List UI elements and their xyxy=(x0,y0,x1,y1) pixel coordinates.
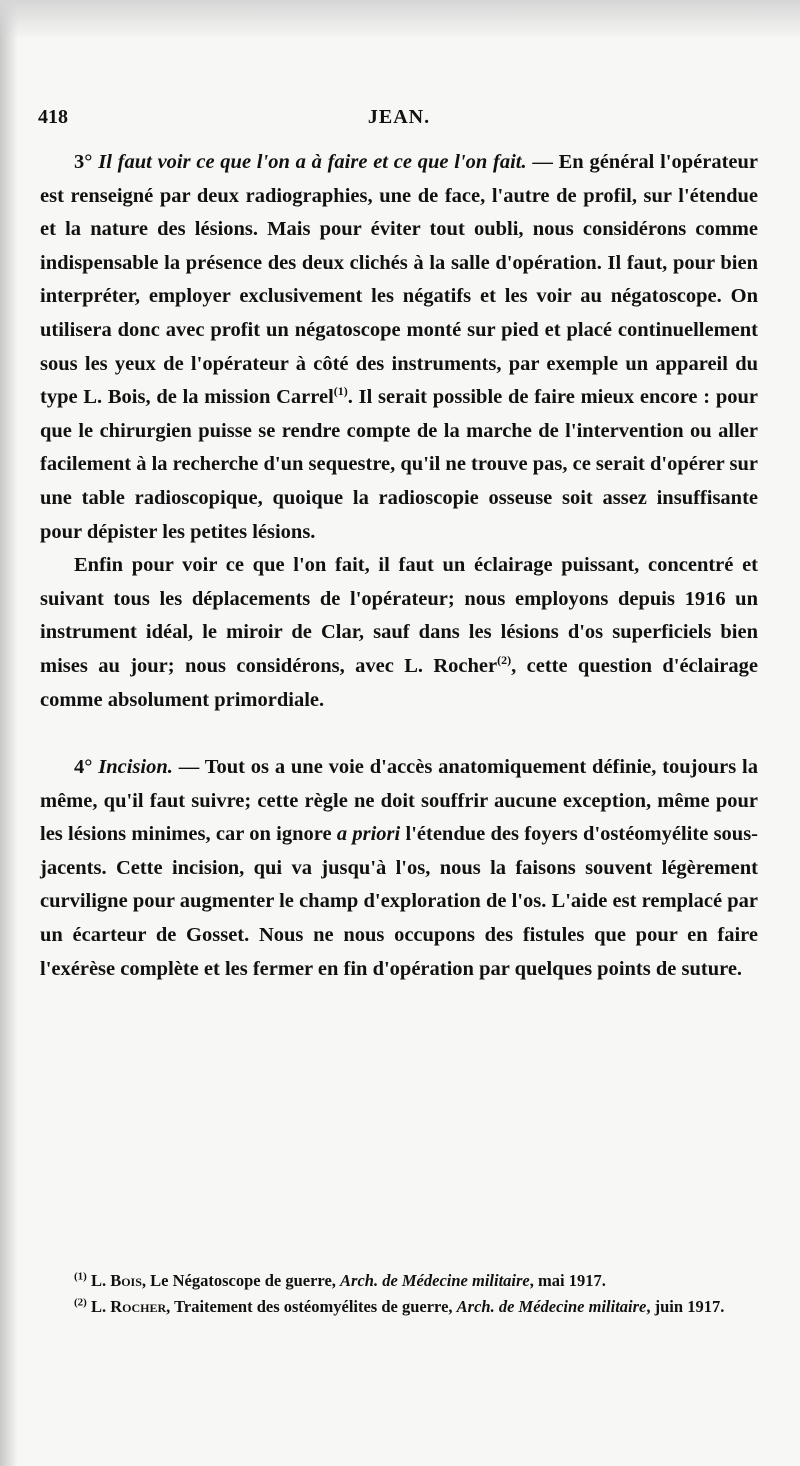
footnote-2-text-2: , juin 1917. xyxy=(646,1297,725,1316)
page-top-shadow xyxy=(0,0,800,40)
page-header xyxy=(38,102,760,134)
footnote-1-mark: (1) xyxy=(74,1270,87,1283)
page-edge-shadow xyxy=(0,0,18,1466)
footnote-2-mark: (2) xyxy=(74,1296,87,1309)
section-4-number: 4° xyxy=(74,756,93,779)
footnote-1-text-1: , Le Négatoscope de guerre, xyxy=(141,1271,341,1290)
section-4-text-2: l'étendue des foyers d'ostéomyélite sous-jacents. Cette incision, qui va jusqu'à l'os, nous la faisons souvent légèrement curviligne pour augmenter le champ d'exploration de l'os. L'aide est remplacé par un écarteur de Gosset. Nous ne nous occupons des fistules que pour en faire l'exérèse complète et les fermer en fin d'opération par quelques points de suture. xyxy=(40,823,759,980)
footnote-ref-1: (1) xyxy=(333,384,348,399)
section-3-paragraph xyxy=(40,146,758,549)
section-4-title: Incision. xyxy=(98,756,173,779)
section-4-dash: — xyxy=(172,756,205,779)
footnote-1 xyxy=(40,1268,758,1294)
footnote-2 xyxy=(40,1294,758,1320)
section-4-text-1: Tout os a une voie d'accès anatomiquement définie, toujours la même, qu'il faut suivre; cette règle ne doit souffrir aucune exception, même pour les lésions minimes, car on ignore xyxy=(40,756,758,846)
section-4-paragraph xyxy=(40,751,758,986)
footnote-2-text-1: , Traitement des ostéomyélites de guerre, xyxy=(166,1297,457,1316)
footnotes xyxy=(40,1268,758,1320)
section-3-number: 3° xyxy=(74,151,93,173)
section-3-text-2: . Il serait possible de faire mieux encore : pour que le chirurgien puisse se rendre compte de la marche de l'intervention ou aller facilement à la recherche d'un sequestre, qu'il ne trouve pas, ce serait d'opérer sur une table radioscopique, quoique la radioscopie osseuse soit assez insuffisante pour dépister les petites lésions. xyxy=(40,386,759,543)
enfin-text-1: Enfin pour voir ce que l'on fait, il faut un éclairage puissant, concentré et suivant tous les déplacements de l'opérateur; nous employons depuis 1916 un instrument idéal, le miroir de Clar, sauf dans les lésions d'os superficiels bien mises au jour; nous considérons, avec L. Rocher xyxy=(40,554,758,677)
footnote-2-author: L. Rocher xyxy=(90,1297,167,1316)
page-number: 418 xyxy=(38,106,68,128)
footnote-ref-2: (2) xyxy=(497,653,512,668)
section-3-dash: — xyxy=(526,151,559,173)
running-head: JEAN. xyxy=(367,106,431,128)
footnote-1-journal: Arch. de Médecine militaire xyxy=(340,1271,530,1290)
footnote-2-journal: Arch. de Médecine militaire xyxy=(456,1297,647,1316)
footnote-1-text-2: , mai 1917. xyxy=(529,1271,606,1290)
enfin-text-2: , cette question d'éclairage comme absolument primordiale. xyxy=(40,654,758,711)
section-4-italic-phrase: a priori xyxy=(336,823,401,846)
body-text xyxy=(40,146,758,986)
section-3-title: Il faut voir ce que l'on a à faire et ce que l'on fait. xyxy=(98,151,527,173)
enfin-paragraph xyxy=(40,549,758,717)
footnote-1-author: L. Bois xyxy=(90,1271,142,1290)
section-3-text-1: En général l'opérateur est renseigné par deux radiographies, une de face, l'autre de profil, sur l'étendue et la nature des lésions. Mais pour éviter tout oubli, nous considérons comme indispensable la présence des deux clichés à la salle d'opération. Il faut, pour bien interpréter, employer exclusivement les négatifs et les voir au négatoscope. On utilisera donc avec profit un négatoscope monté sur pied et placé continuellement sous les yeux de l'opérateur à côté des instruments, par exemple un appareil du type L. Bois, de la mission Carrel xyxy=(40,151,759,409)
